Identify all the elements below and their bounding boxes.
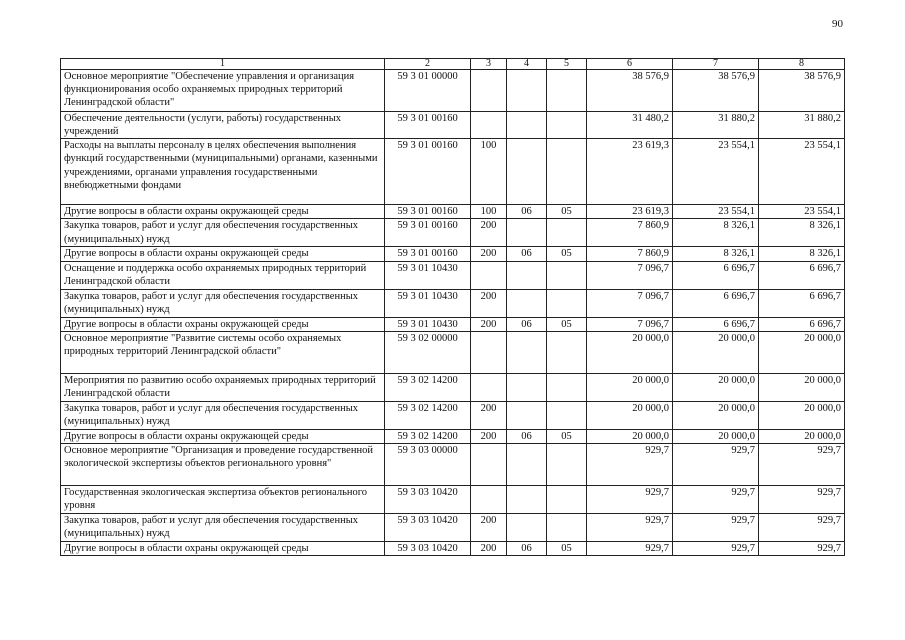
row-value-col8: 20 000,0 (759, 401, 845, 429)
table-row (61, 289, 845, 317)
row-value-col7: 20 000,0 (673, 429, 759, 443)
row-value-col7: 20 000,0 (673, 331, 759, 373)
row-value-col8: 929,7 (759, 513, 845, 541)
table-row (61, 219, 845, 247)
row-code: 59 3 01 00160 (385, 205, 471, 219)
row-expense-type: 200 (471, 219, 507, 247)
row-name: Другие вопросы в области охраны окружающей среды (61, 247, 385, 261)
row-name: Закупка товаров, работ и услуг для обеспечения государственных (муниципальных) нужд (61, 401, 385, 429)
row-code: 59 3 01 10430 (385, 289, 471, 317)
row-value-col7: 8 326,1 (673, 219, 759, 247)
table-row (61, 331, 845, 373)
row-value-col6: 20 000,0 (587, 401, 673, 429)
row-expense-type: 200 (471, 513, 507, 541)
row-value-col8: 929,7 (759, 485, 845, 513)
column-header: 7 (673, 59, 759, 70)
row-subsection (547, 219, 587, 247)
row-value-col6: 929,7 (587, 443, 673, 485)
row-expense-type (471, 70, 507, 112)
row-value-col7: 23 554,1 (673, 205, 759, 219)
table-row (61, 261, 845, 289)
row-code: 59 3 03 00000 (385, 443, 471, 485)
page-number: 90 (832, 18, 843, 30)
row-subsection (547, 373, 587, 401)
row-value-col7: 23 554,1 (673, 139, 759, 205)
row-value-col8: 20 000,0 (759, 373, 845, 401)
table-row (61, 541, 845, 555)
row-section (507, 331, 547, 373)
row-value-col6: 7 096,7 (587, 261, 673, 289)
row-name: Закупка товаров, работ и услуг для обеспечения государственных (муниципальных) нужд (61, 513, 385, 541)
row-code: 59 3 01 00160 (385, 139, 471, 205)
table-row (61, 70, 845, 112)
header-row (61, 59, 845, 70)
row-value-col8: 31 880,2 (759, 112, 845, 139)
row-code: 59 3 01 00160 (385, 219, 471, 247)
row-subsection (547, 139, 587, 205)
row-name: Закупка товаров, работ и услуг для обеспечения государственных (муниципальных) нужд (61, 289, 385, 317)
row-section (507, 485, 547, 513)
row-section (507, 139, 547, 205)
table-row (61, 373, 845, 401)
row-value-col6: 20 000,0 (587, 373, 673, 401)
row-section: 06 (507, 317, 547, 331)
row-subsection (547, 401, 587, 429)
row-value-col6: 7 860,9 (587, 219, 673, 247)
row-value-col7: 20 000,0 (673, 373, 759, 401)
row-value-col7: 6 696,7 (673, 261, 759, 289)
row-value-col7: 6 696,7 (673, 289, 759, 317)
row-subsection: 05 (547, 247, 587, 261)
row-section: 06 (507, 247, 547, 261)
table-row (61, 485, 845, 513)
row-value-col8: 38 576,9 (759, 70, 845, 112)
table-row (61, 247, 845, 261)
row-value-col6: 23 619,3 (587, 139, 673, 205)
row-code: 59 3 02 14200 (385, 373, 471, 401)
row-expense-type (471, 261, 507, 289)
row-name: Расходы на выплаты персоналу в целях обеспечения выполнения функций государственными (муниципальными) органами, казенными учреждениями, органами управления государственными внебюджетными фондами (61, 139, 385, 205)
row-name: Другие вопросы в области охраны окружающей среды (61, 317, 385, 331)
row-value-col6: 20 000,0 (587, 429, 673, 443)
row-value-col7: 20 000,0 (673, 401, 759, 429)
column-header: 6 (587, 59, 673, 70)
row-subsection (547, 331, 587, 373)
table-row (61, 401, 845, 429)
row-section: 06 (507, 429, 547, 443)
row-code: 59 3 01 00000 (385, 70, 471, 112)
row-code: 59 3 02 14200 (385, 401, 471, 429)
row-value-col6: 23 619,3 (587, 205, 673, 219)
row-section (507, 219, 547, 247)
budget-table (60, 58, 845, 556)
row-name: Основное мероприятие "Обеспечение управления и организация функционирования особо охраняемых природных территорий Ленинградской области" (61, 70, 385, 112)
row-section (507, 112, 547, 139)
row-subsection: 05 (547, 317, 587, 331)
row-section (507, 443, 547, 485)
row-expense-type (471, 331, 507, 373)
row-subsection: 05 (547, 205, 587, 219)
row-section (507, 373, 547, 401)
row-section (507, 513, 547, 541)
row-code: 59 3 03 10420 (385, 513, 471, 541)
row-section (507, 289, 547, 317)
row-value-col6: 929,7 (587, 513, 673, 541)
row-value-col8: 6 696,7 (759, 317, 845, 331)
row-value-col8: 6 696,7 (759, 289, 845, 317)
row-expense-type: 200 (471, 541, 507, 555)
row-value-col6: 929,7 (587, 541, 673, 555)
row-value-col8: 8 326,1 (759, 219, 845, 247)
row-subsection (547, 112, 587, 139)
table-row (61, 139, 845, 205)
row-section (507, 261, 547, 289)
row-section (507, 70, 547, 112)
row-value-col8: 23 554,1 (759, 205, 845, 219)
row-expense-type: 100 (471, 205, 507, 219)
table-row (61, 429, 845, 443)
row-value-col8: 6 696,7 (759, 261, 845, 289)
row-value-col7: 929,7 (673, 513, 759, 541)
row-value-col8: 929,7 (759, 443, 845, 485)
row-expense-type: 200 (471, 247, 507, 261)
row-subsection: 05 (547, 429, 587, 443)
row-expense-type (471, 485, 507, 513)
table-row (61, 513, 845, 541)
row-value-col8: 20 000,0 (759, 429, 845, 443)
row-code: 59 3 01 00160 (385, 112, 471, 139)
row-value-col8: 20 000,0 (759, 331, 845, 373)
row-value-col6: 31 480,2 (587, 112, 673, 139)
row-value-col8: 929,7 (759, 541, 845, 555)
row-value-col8: 8 326,1 (759, 247, 845, 261)
row-name: Обеспечение деятельности (услуги, работы) государственных учреждений (61, 112, 385, 139)
table-row (61, 112, 845, 139)
row-name: Другие вопросы в области охраны окружающей среды (61, 541, 385, 555)
row-value-col7: 929,7 (673, 485, 759, 513)
row-name: Основное мероприятие "Организация и проведение государственной экологической экспертизы объектов регионального уровня" (61, 443, 385, 485)
row-value-col7: 31 880,2 (673, 112, 759, 139)
row-expense-type (471, 373, 507, 401)
row-code: 59 3 01 10430 (385, 261, 471, 289)
row-code: 59 3 03 10420 (385, 541, 471, 555)
row-name: Другие вопросы в области охраны окружающей среды (61, 205, 385, 219)
row-expense-type (471, 112, 507, 139)
row-subsection: 05 (547, 541, 587, 555)
table-body (61, 70, 845, 556)
column-header: 4 (507, 59, 547, 70)
row-name: Мероприятия по развитию особо охраняемых природных территорий Ленинградской области (61, 373, 385, 401)
row-value-col7: 929,7 (673, 541, 759, 555)
row-expense-type: 200 (471, 429, 507, 443)
row-subsection (547, 443, 587, 485)
column-header: 8 (759, 59, 845, 70)
row-expense-type: 200 (471, 317, 507, 331)
row-value-col7: 8 326,1 (673, 247, 759, 261)
row-subsection (547, 485, 587, 513)
table-row (61, 317, 845, 331)
row-value-col6: 38 576,9 (587, 70, 673, 112)
row-name: Основное мероприятие "Развитие системы особо охраняемых природных территорий Ленинградской области" (61, 331, 385, 373)
table-row (61, 205, 845, 219)
row-name: Закупка товаров, работ и услуг для обеспечения государственных (муниципальных) нужд (61, 219, 385, 247)
row-code: 59 3 01 00160 (385, 247, 471, 261)
row-value-col6: 929,7 (587, 485, 673, 513)
row-expense-type: 200 (471, 401, 507, 429)
column-header: 2 (385, 59, 471, 70)
row-section: 06 (507, 541, 547, 555)
row-subsection (547, 261, 587, 289)
row-value-col7: 38 576,9 (673, 70, 759, 112)
row-subsection (547, 513, 587, 541)
row-value-col7: 6 696,7 (673, 317, 759, 331)
row-value-col6: 20 000,0 (587, 331, 673, 373)
row-name: Оснащение и поддержка особо охраняемых природных территорий Ленинградской области (61, 261, 385, 289)
row-value-col6: 7 860,9 (587, 247, 673, 261)
row-code: 59 3 02 00000 (385, 331, 471, 373)
row-expense-type: 200 (471, 289, 507, 317)
column-header: 1 (61, 59, 385, 70)
column-header: 5 (547, 59, 587, 70)
row-value-col6: 7 096,7 (587, 317, 673, 331)
row-code: 59 3 02 14200 (385, 429, 471, 443)
row-section (507, 401, 547, 429)
row-expense-type: 100 (471, 139, 507, 205)
row-name: Государственная экологическая экспертиза объектов регионального уровня (61, 485, 385, 513)
row-subsection (547, 289, 587, 317)
row-value-col8: 23 554,1 (759, 139, 845, 205)
row-subsection (547, 70, 587, 112)
row-expense-type (471, 443, 507, 485)
row-name: Другие вопросы в области охраны окружающей среды (61, 429, 385, 443)
row-code: 59 3 03 10420 (385, 485, 471, 513)
row-section: 06 (507, 205, 547, 219)
column-header: 3 (471, 59, 507, 70)
row-value-col7: 929,7 (673, 443, 759, 485)
row-value-col6: 7 096,7 (587, 289, 673, 317)
table-row (61, 443, 845, 485)
row-code: 59 3 01 10430 (385, 317, 471, 331)
